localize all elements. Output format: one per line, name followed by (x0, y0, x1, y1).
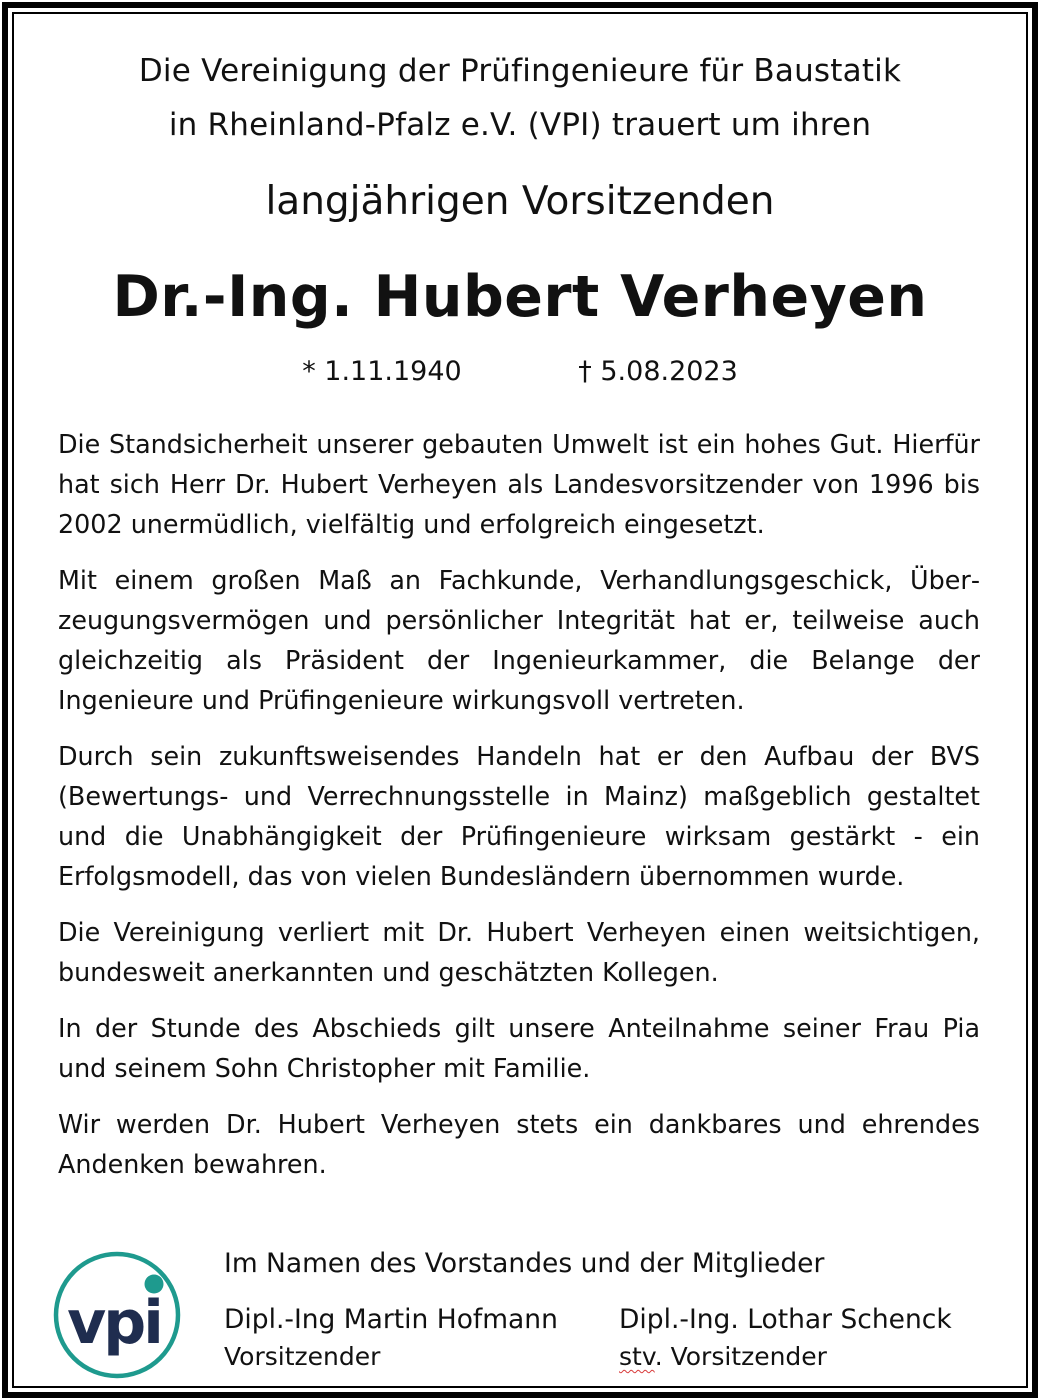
logo-text: vpi (67, 1288, 161, 1358)
intro-line-1: Die Vereinigung der Prüfingenieure für Baustatik (138, 53, 902, 89)
death-date: † 5.08.2023 (578, 356, 738, 387)
intro-text (0, 44, 1040, 152)
spellcheck-marked-word: stv (619, 1342, 655, 1371)
paragraph: Mit einem großen Maß an Fachkunde, Verhandlungsgeschick, Überzeugungsvermögen und persönlicher Integrität hat er, teilweise auch gleichzeitig als Präsident der Ingenieurkammer, die Belange der Ingenieure und Prüfingenieure wirkungsvoll vertreten. (58, 565, 980, 715)
life-dates (0, 352, 1040, 392)
signatory-name: Dipl.-Ing Martin Hofmann (224, 1304, 558, 1335)
signatory-name: Dipl.-Ing. Lothar Schenck (619, 1304, 952, 1335)
signatory-right (619, 1301, 952, 1375)
paragraph: Wir werden Dr. Hubert Verheyen stets ein dankbares und ehrendes Andenken bewahren. (58, 1109, 980, 1179)
signatory-role-rest: . Vorsitzender (654, 1342, 827, 1371)
obituary-body (58, 424, 980, 1200)
birth-date: * 1.11.1940 (302, 356, 462, 387)
signatory-role (619, 1339, 952, 1375)
signature-heading: Im Namen des Vorstandes und der Mitglieder (224, 1248, 825, 1279)
deceased-name: Dr.-Ing. Hubert Verheyen (112, 264, 928, 330)
signatory-left (224, 1301, 558, 1375)
paragraph: Die Vereinigung verliert mit Dr. Hubert Verheyen einen weitsichtigen, bundesweit anerkannten und geschätzten Kollegen. (58, 917, 980, 987)
paragraph: Durch sein zukunftsweisendes Handeln hat er den Aufbau der BVS (Bewertungs- und Verrechnungsstelle in Mainz) maßgeblich gestaltet und die Unabhängigkeit der Prüfingenieure wirksam gestärkt - ein Erfolgsmodell, das von vielen Bundesländern übernommen wurde. (58, 741, 980, 891)
paragraph: In der Stunde des Abschieds gilt unsere Anteilnahme seiner Frau Pia und seinem Sohn Christopher mit Familie. (58, 1013, 980, 1083)
subtitle: langjährigen Vorsitzenden (265, 179, 775, 224)
vpi-logo (52, 1250, 182, 1380)
intro-line-2: in Rheinland-Pfalz e.V. (VPI) trauert um ihren (168, 107, 872, 143)
signatory-role: Vorsitzender (224, 1342, 381, 1371)
paragraph: Die Standsicherheit unserer gebauten Umwelt ist ein hohes Gut. Hierfür hat sich Herr Dr. Hubert Verheyen als Landesvorsitzender von 1996 bis 2002 unermüdlich, vielfältig und erfolgreich eingesetzt. (58, 429, 980, 539)
